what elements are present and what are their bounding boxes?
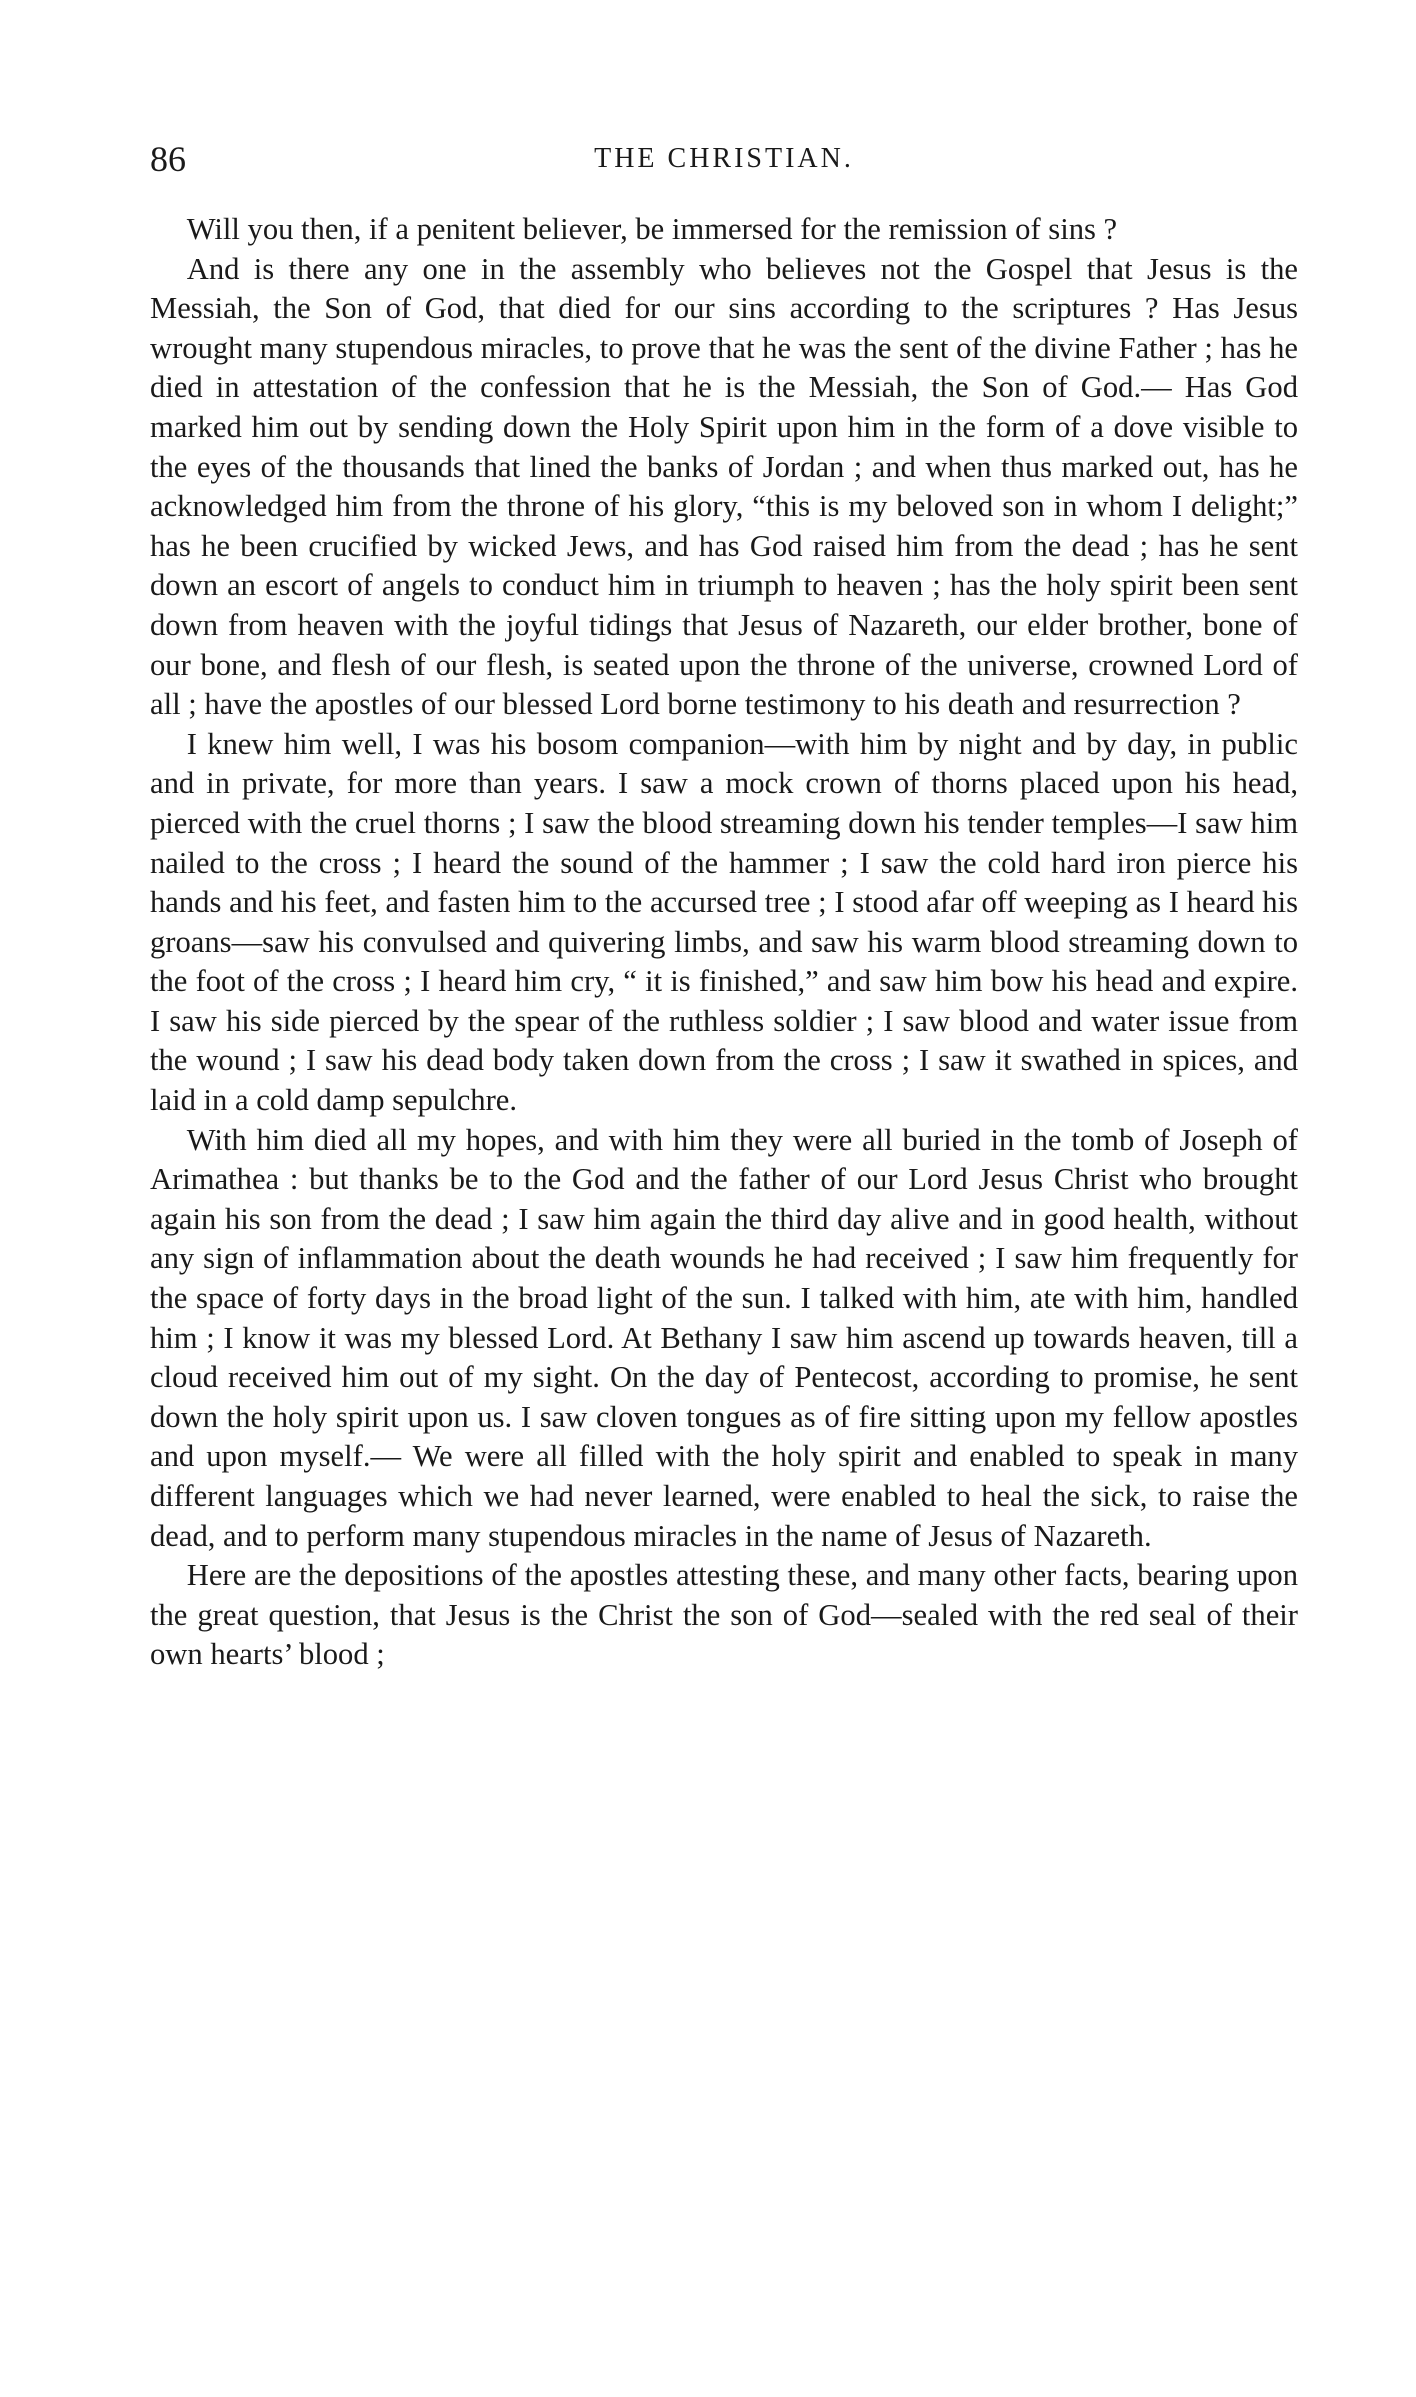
body-text xyxy=(150,210,1298,1675)
paragraph: And is there any one in the assembly who believes not the Gospel that Jesus is the Messiah, the Son of God, that died for our sins according to the scriptures ? Has Jesus wrought many stupendous miracles, to prove that he was the sent of the divine Father ; has he died in attestation of the confession that he is the Messiah, the Son of God.— Has God marked him out by sending down the Holy Spirit upon him in the form of a dove visible to the eyes of the thousands that lined the banks of Jordan ; and when thus marked out, has he acknowledged him from the throne of his glory, “this is my beloved son in whom I delight;” has he been crucified by wicked Jews, and has God raised him from the dead ; has he sent down an escort of angels to conduct him in triumph to heaven ; has the holy spirit been sent down from heaven with the joyful tidings that Jesus of Nazareth, our elder brother, bone of our bone, and flesh of our flesh, is seated upon the throne of the universe, crowned Lord of all ; have the apostles of our blessed Lord borne testimony to his death and resurrection ? xyxy=(150,251,1298,722)
page-number: 86 xyxy=(150,139,186,179)
paragraph: I knew him well, I was his bosom companion—with him by night and by day, in public and in private, for more than years. I saw a mock crown of thorns placed upon his head, pierced with the cruel thorns ; I saw the blood streaming down his tender temples—I saw him nailed to the cross ; I heard the sound of the hammer ; I saw the cold hard iron pierce his hands and his feet, and fasten him to the accursed tree ; I stood afar off weeping as I heard his groans—saw his convulsed and quivering limbs, and saw his warm blood streaming down to the foot of the cross ; I heard him cry, “ it is finished,” and saw him bow his head and expire. I saw his side pierced by the spear of the ruthless soldier ; I saw blood and water issue from the wound ; I saw his dead body taken down from the cross ; I saw it swathed in spices, and laid in a cold damp sepulchre. xyxy=(150,726,1298,1118)
paragraph: Will you then, if a penitent believer, be immersed for the remission of sins ? xyxy=(186,212,1118,246)
book-page xyxy=(150,136,1298,1675)
paragraph: Here are the depositions of the apostles attesting these, and many other facts, bearing upon the great question, that Jesus is the Christ the son of God—sealed with the red seal of their own hearts’ blood ; xyxy=(150,1558,1298,1672)
running-title: THE CHRISTIAN. xyxy=(594,143,854,174)
running-head xyxy=(150,136,1298,182)
paragraph: With him died all my hopes, and with him they were all buried in the tomb of Joseph of Arimathea : but thanks be to the God and the father of our Lord Jesus Christ who brought again his son from the dead ; I saw him again the third day alive and in good health, without any sign of inflammation about the death wounds he had received ; I saw him frequently for the space of forty days in the broad light of the sun. I talked with him, ate with him, handled him ; I know it was my blessed Lord. At Bethany I saw him ascend up towards heaven, till a cloud received him out of my sight. On the day of Pentecost, according to promise, he sent down the holy spirit upon us. I saw cloven tongues as of fire sitting upon my fellow apostles and upon myself.— We were all filled with the holy spirit and enabled to speak in many different languages which we had never learned, were enabled to heal the sick, to raise the dead, and to perform many stupendous miracles in the name of Jesus of Nazareth. xyxy=(150,1122,1298,1553)
